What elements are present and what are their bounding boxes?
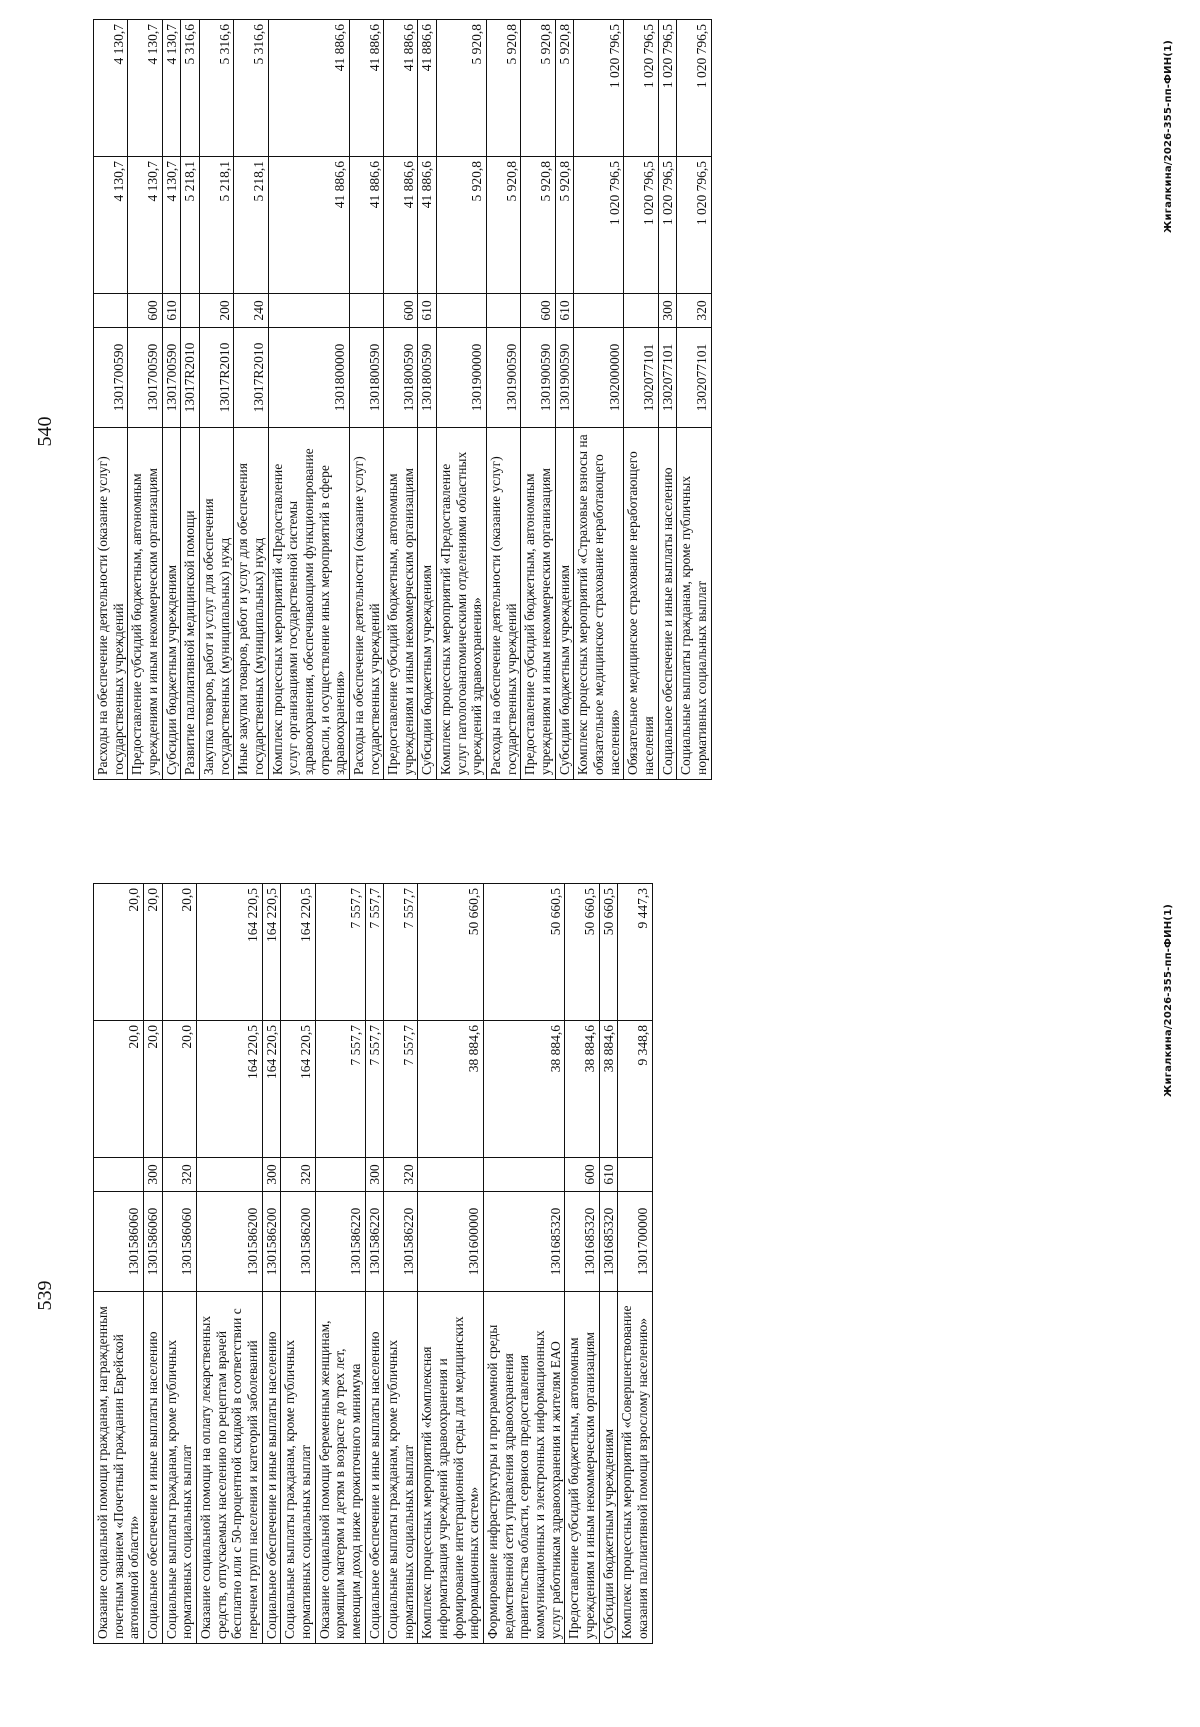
row-amount-2-cell: 1 020 796,5 — [624, 20, 658, 157]
row-vr-cell: 600 — [384, 294, 418, 328]
row-name-cell: Комплекс процессных мероприятий «Предоставление услуг патологоанатомическими отделениями областных учреждений здравоохранения» — [437, 428, 487, 780]
row-amount-1-cell: 1 020 796,5 — [677, 157, 711, 294]
row-name-cell: Социальные выплаты гражданам, кроме публичных нормативных социальных выплат — [677, 428, 711, 780]
row-csr-cell: 1301900000 — [437, 328, 487, 428]
table-row — [618, 884, 652, 1644]
row-vr-cell — [196, 1158, 262, 1192]
page-number: 539 — [34, 1280, 56, 1311]
row-name-cell: Комплекс процессных мероприятий «Комплексная информатизация учреждений здравоохранения и формирование интеграционной среды для медицинских информационных систем» — [418, 1292, 484, 1644]
table-row — [162, 884, 196, 1644]
row-amount-1-cell: 5 920,8 — [487, 157, 521, 294]
row-amount-1-cell: 1 020 796,5 — [574, 157, 624, 294]
table-row — [94, 20, 128, 780]
row-amount-2-cell: 50 660,5 — [599, 884, 618, 1021]
table-row — [262, 884, 281, 1644]
row-csr-cell: 1301685320 — [565, 1192, 599, 1292]
row-name-cell: Субсидии бюджетным учреждениям — [555, 428, 574, 780]
row-vr-cell — [437, 294, 487, 328]
row-name-cell: Развитие паллиативной медицинской помощи — [181, 428, 200, 780]
row-csr-cell: 1301586060 — [143, 1192, 162, 1292]
table-row — [487, 20, 521, 780]
table-row — [268, 20, 349, 780]
row-name-cell: Оказание социальной помощи на оплату лекарственных средств, отпускаемых населению по рецептам врачей бесплатно или с 50-процентной скидкой в соответствии с перечнем групп населения и категорий заболеваний — [196, 1292, 262, 1644]
table-row — [599, 884, 618, 1644]
row-csr-cell: 1301700590 — [128, 328, 162, 428]
table-row — [418, 884, 484, 1644]
row-amount-2-cell: 5 920,8 — [555, 20, 574, 157]
row-csr-cell: 1302077101 — [624, 328, 658, 428]
row-csr-cell: 13017R2010 — [181, 328, 200, 428]
row-csr-cell: 1301586200 — [281, 1192, 315, 1292]
row-vr-cell: 320 — [677, 294, 711, 328]
row-csr-cell: 1301800590 — [349, 328, 383, 428]
row-csr-cell: 1301900590 — [555, 328, 574, 428]
table-row — [574, 20, 624, 780]
row-vr-cell: 610 — [555, 294, 574, 328]
row-vr-cell: 300 — [143, 1158, 162, 1192]
row-name-cell: Социальные выплаты гражданам, кроме публичных нормативных социальных выплат — [384, 1292, 418, 1644]
row-amount-2-cell: 5 920,8 — [437, 20, 487, 157]
row-csr-cell: 1301900590 — [521, 328, 555, 428]
table-row — [349, 20, 383, 780]
row-csr-cell: 13017R2010 — [199, 328, 233, 428]
budget-table — [93, 19, 712, 780]
row-csr-cell: 1302077101 — [677, 328, 711, 428]
row-csr-cell: 1301586220 — [384, 1192, 418, 1292]
row-amount-1-cell: 41 886,6 — [384, 157, 418, 294]
row-csr-cell: 13017R2010 — [234, 328, 268, 428]
table-row — [521, 20, 555, 780]
row-csr-cell: 1301700000 — [618, 1192, 652, 1292]
table-row — [565, 884, 599, 1644]
row-amount-1-cell: 1 020 796,5 — [624, 157, 658, 294]
row-amount-1-cell: 38 884,6 — [599, 1021, 618, 1158]
row-vr-cell — [181, 294, 200, 328]
row-amount-1-cell: 9 348,8 — [618, 1021, 652, 1158]
table-row — [384, 884, 418, 1644]
row-amount-2-cell: 50 660,5 — [418, 884, 484, 1021]
row-amount-1-cell: 38 884,6 — [565, 1021, 599, 1158]
document-footer-code: Жигалкина/2026-355-пп-ФИН(1) — [1163, 904, 1174, 1097]
document-footer-code: Жигалкина/2026-355-пп-ФИН(1) — [1163, 40, 1174, 233]
row-amount-1-cell: 41 886,6 — [268, 157, 349, 294]
row-vr-cell — [618, 1158, 652, 1192]
row-amount-2-cell: 41 886,6 — [418, 20, 437, 157]
row-csr-cell: 1301685320 — [599, 1192, 618, 1292]
row-vr-cell — [94, 1158, 144, 1192]
row-csr-cell: 1301586060 — [94, 1192, 144, 1292]
table-row — [484, 884, 565, 1644]
table-row — [281, 884, 315, 1644]
row-vr-cell — [94, 294, 128, 328]
table-row — [196, 884, 262, 1644]
budget-table-body — [94, 884, 653, 1644]
table-row — [128, 20, 162, 780]
row-vr-cell: 300 — [658, 294, 677, 328]
row-amount-1-cell: 7 557,7 — [365, 1021, 384, 1158]
row-amount-2-cell: 164 220,5 — [196, 884, 262, 1021]
table-row — [418, 20, 437, 780]
row-amount-2-cell: 41 886,6 — [349, 20, 383, 157]
table-row — [624, 20, 658, 780]
row-csr-cell: 1301800590 — [384, 328, 418, 428]
row-vr-cell — [418, 1158, 484, 1192]
row-amount-2-cell: 7 557,7 — [315, 884, 365, 1021]
row-csr-cell: 1301586200 — [262, 1192, 281, 1292]
row-name-cell: Расходы на обеспечение деятельности (оказание услуг) государственных учреждений — [94, 428, 128, 780]
row-amount-1-cell: 4 130,7 — [94, 157, 128, 294]
row-csr-cell: 1301800000 — [268, 328, 349, 428]
row-name-cell: Субсидии бюджетным учреждениям — [162, 428, 181, 780]
row-vr-cell — [574, 294, 624, 328]
row-amount-2-cell: 7 557,7 — [365, 884, 384, 1021]
budget-table — [93, 883, 653, 1644]
row-amount-2-cell: 1 020 796,5 — [574, 20, 624, 157]
row-amount-1-cell: 5 218,1 — [234, 157, 268, 294]
row-name-cell: Субсидии бюджетным учреждениям — [599, 1292, 618, 1644]
row-vr-cell: 600 — [565, 1158, 599, 1192]
page-539-half — [0, 864, 1200, 1727]
row-amount-2-cell: 50 660,5 — [484, 884, 565, 1021]
page-number: 540 — [34, 416, 56, 447]
row-vr-cell — [349, 294, 383, 328]
row-vr-cell — [268, 294, 349, 328]
row-vr-cell: 300 — [262, 1158, 281, 1192]
row-amount-1-cell: 38 884,6 — [484, 1021, 565, 1158]
table-row — [555, 20, 574, 780]
row-csr-cell: 1301586060 — [162, 1192, 196, 1292]
row-vr-cell — [484, 1158, 565, 1192]
row-vr-cell — [315, 1158, 365, 1192]
row-amount-2-cell: 5 316,6 — [181, 20, 200, 157]
table-row — [677, 20, 711, 780]
row-amount-1-cell: 164 220,5 — [262, 1021, 281, 1158]
row-amount-1-cell: 164 220,5 — [196, 1021, 262, 1158]
row-name-cell: Социальное обеспечение и иные выплаты населению — [365, 1292, 384, 1644]
row-amount-1-cell: 7 557,7 — [384, 1021, 418, 1158]
row-amount-1-cell: 5 920,8 — [521, 157, 555, 294]
row-csr-cell: 1301700590 — [94, 328, 128, 428]
row-vr-cell: 200 — [199, 294, 233, 328]
row-name-cell: Комплекс процессных мероприятий «Страховые взносы на обязательное медицинское страхование неработающего населения» — [574, 428, 624, 780]
row-amount-2-cell: 50 660,5 — [565, 884, 599, 1021]
row-csr-cell: 1301586220 — [315, 1192, 365, 1292]
row-name-cell: Социальное обеспечение и иные выплаты населению — [143, 1292, 162, 1644]
budget-table-body — [94, 20, 712, 780]
row-amount-1-cell: 4 130,7 — [128, 157, 162, 294]
row-name-cell: Обязательное медицинское страхование неработающего населения — [624, 428, 658, 780]
row-amount-1-cell: 5 218,1 — [199, 157, 233, 294]
row-name-cell: Социальные выплаты гражданам, кроме публичных нормативных социальных выплат — [162, 1292, 196, 1644]
page-540-half — [0, 0, 1200, 863]
row-amount-1-cell: 38 884,6 — [418, 1021, 484, 1158]
row-amount-2-cell: 9 447,3 — [618, 884, 652, 1021]
table-row — [143, 884, 162, 1644]
row-amount-1-cell: 20,0 — [94, 1021, 144, 1158]
row-amount-1-cell: 41 886,6 — [349, 157, 383, 294]
row-csr-cell: 1302000000 — [574, 328, 624, 428]
row-csr-cell: 1301586220 — [365, 1192, 384, 1292]
row-name-cell: Оказание социальной помощи беременным женщинам, кормящим матерям и детям в возрасте до трех лет, имеющим доход ниже прожиточного минимума — [315, 1292, 365, 1644]
row-amount-2-cell: 20,0 — [143, 884, 162, 1021]
row-name-cell: Предоставление субсидий бюджетным, автономным учреждениям и иным некоммерческим организациям — [384, 428, 418, 780]
table-row — [437, 20, 487, 780]
row-amount-1-cell: 5 920,8 — [555, 157, 574, 294]
row-csr-cell: 1301685320 — [484, 1192, 565, 1292]
row-amount-2-cell: 1 020 796,5 — [658, 20, 677, 157]
table-row — [658, 20, 677, 780]
row-name-cell: Иные закупки товаров, работ и услуг для обеспечения государственных (муниципальных) нужд — [234, 428, 268, 780]
row-name-cell: Оказание социальной помощи гражданам, награжденным почетным званием «Почетный гражданин Еврейской автономной области» — [94, 1292, 144, 1644]
row-csr-cell: 1301800590 — [418, 328, 437, 428]
row-vr-cell: 320 — [162, 1158, 196, 1192]
row-csr-cell: 1301600000 — [418, 1192, 484, 1292]
row-amount-2-cell: 5 920,8 — [487, 20, 521, 157]
row-vr-cell: 610 — [599, 1158, 618, 1192]
row-amount-1-cell: 7 557,7 — [315, 1021, 365, 1158]
row-vr-cell: 600 — [521, 294, 555, 328]
row-amount-2-cell: 20,0 — [162, 884, 196, 1021]
row-vr-cell: 320 — [281, 1158, 315, 1192]
row-amount-1-cell: 164 220,5 — [281, 1021, 315, 1158]
row-csr-cell: 1301586200 — [196, 1192, 262, 1292]
row-amount-2-cell: 20,0 — [94, 884, 144, 1021]
table-row — [162, 20, 181, 780]
row-amount-2-cell: 7 557,7 — [384, 884, 418, 1021]
row-name-cell: Социальное обеспечение и иные выплаты населению — [658, 428, 677, 780]
row-name-cell: Расходы на обеспечение деятельности (оказание услуг) государственных учреждений — [487, 428, 521, 780]
row-csr-cell: 1301900590 — [487, 328, 521, 428]
row-amount-1-cell: 1 020 796,5 — [658, 157, 677, 294]
row-amount-2-cell: 164 220,5 — [281, 884, 315, 1021]
table-row — [199, 20, 233, 780]
row-vr-cell: 610 — [162, 294, 181, 328]
page-540 — [0, 0, 1200, 863]
row-amount-1-cell: 41 886,6 — [418, 157, 437, 294]
row-amount-1-cell: 4 130,7 — [162, 157, 181, 294]
table-row — [234, 20, 268, 780]
table-row — [315, 884, 365, 1644]
row-amount-1-cell: 20,0 — [143, 1021, 162, 1158]
row-amount-2-cell: 5 316,6 — [234, 20, 268, 157]
row-name-cell: Комплекс процессных мероприятий «Совершенствование оказания паллиативной помощи взрослому населению» — [618, 1292, 652, 1644]
row-amount-2-cell: 5 920,8 — [521, 20, 555, 157]
row-name-cell: Предоставление субсидий бюджетным, автономным учреждениям и иным некоммерческим организациям — [128, 428, 162, 780]
row-amount-2-cell: 41 886,6 — [384, 20, 418, 157]
row-name-cell: Расходы на обеспечение деятельности (оказание услуг) государственных учреждений — [349, 428, 383, 780]
row-vr-cell: 320 — [384, 1158, 418, 1192]
row-amount-2-cell: 1 020 796,5 — [677, 20, 711, 157]
row-vr-cell: 600 — [128, 294, 162, 328]
row-amount-1-cell: 5 920,8 — [437, 157, 487, 294]
row-name-cell: Социальное обеспечение и иные выплаты населению — [262, 1292, 281, 1644]
row-amount-2-cell: 4 130,7 — [128, 20, 162, 157]
row-name-cell: Закупка товаров, работ и услуг для обеспечения государственных (муниципальных) нужд — [199, 428, 233, 780]
row-name-cell: Социальные выплаты гражданам, кроме публичных нормативных социальных выплат — [281, 1292, 315, 1644]
row-vr-cell — [624, 294, 658, 328]
row-amount-2-cell: 41 886,6 — [268, 20, 349, 157]
row-name-cell: Комплекс процессных мероприятий «Предоставление услуг организациями государственной системы здравоохранения, обеспечивающими функционирование отрасли, и осуществление иных мероприятий в сфере здравоохранения» — [268, 428, 349, 780]
row-amount-2-cell: 164 220,5 — [262, 884, 281, 1021]
row-amount-2-cell: 5 316,6 — [199, 20, 233, 157]
row-amount-2-cell: 4 130,7 — [94, 20, 128, 157]
row-vr-cell: 240 — [234, 294, 268, 328]
row-vr-cell — [487, 294, 521, 328]
table-row — [365, 884, 384, 1644]
row-csr-cell: 1301700590 — [162, 328, 181, 428]
row-name-cell: Предоставление субсидий бюджетным, автономным учреждениям и иным некоммерческим организациям — [565, 1292, 599, 1644]
row-csr-cell: 1302077101 — [658, 328, 677, 428]
row-name-cell: Формирование инфраструктуры и программной среды ведомственной сети управления здравоохранения правительства области, сервисов предоставления коммуникационных и электронных информационных услуг работникам здравоохранения и жителям ЕАО — [484, 1292, 565, 1644]
table-row — [94, 884, 144, 1644]
row-vr-cell: 610 — [418, 294, 437, 328]
table-row — [384, 20, 418, 780]
row-vr-cell: 300 — [365, 1158, 384, 1192]
table-row — [181, 20, 200, 780]
page-539 — [0, 864, 1200, 1727]
row-amount-1-cell: 5 218,1 — [181, 157, 200, 294]
row-amount-2-cell: 4 130,7 — [162, 20, 181, 157]
row-amount-1-cell: 20,0 — [162, 1021, 196, 1158]
row-name-cell: Предоставление субсидий бюджетным, автономным учреждениям и иным некоммерческим организациям — [521, 428, 555, 780]
row-name-cell: Субсидии бюджетным учреждениям — [418, 428, 437, 780]
